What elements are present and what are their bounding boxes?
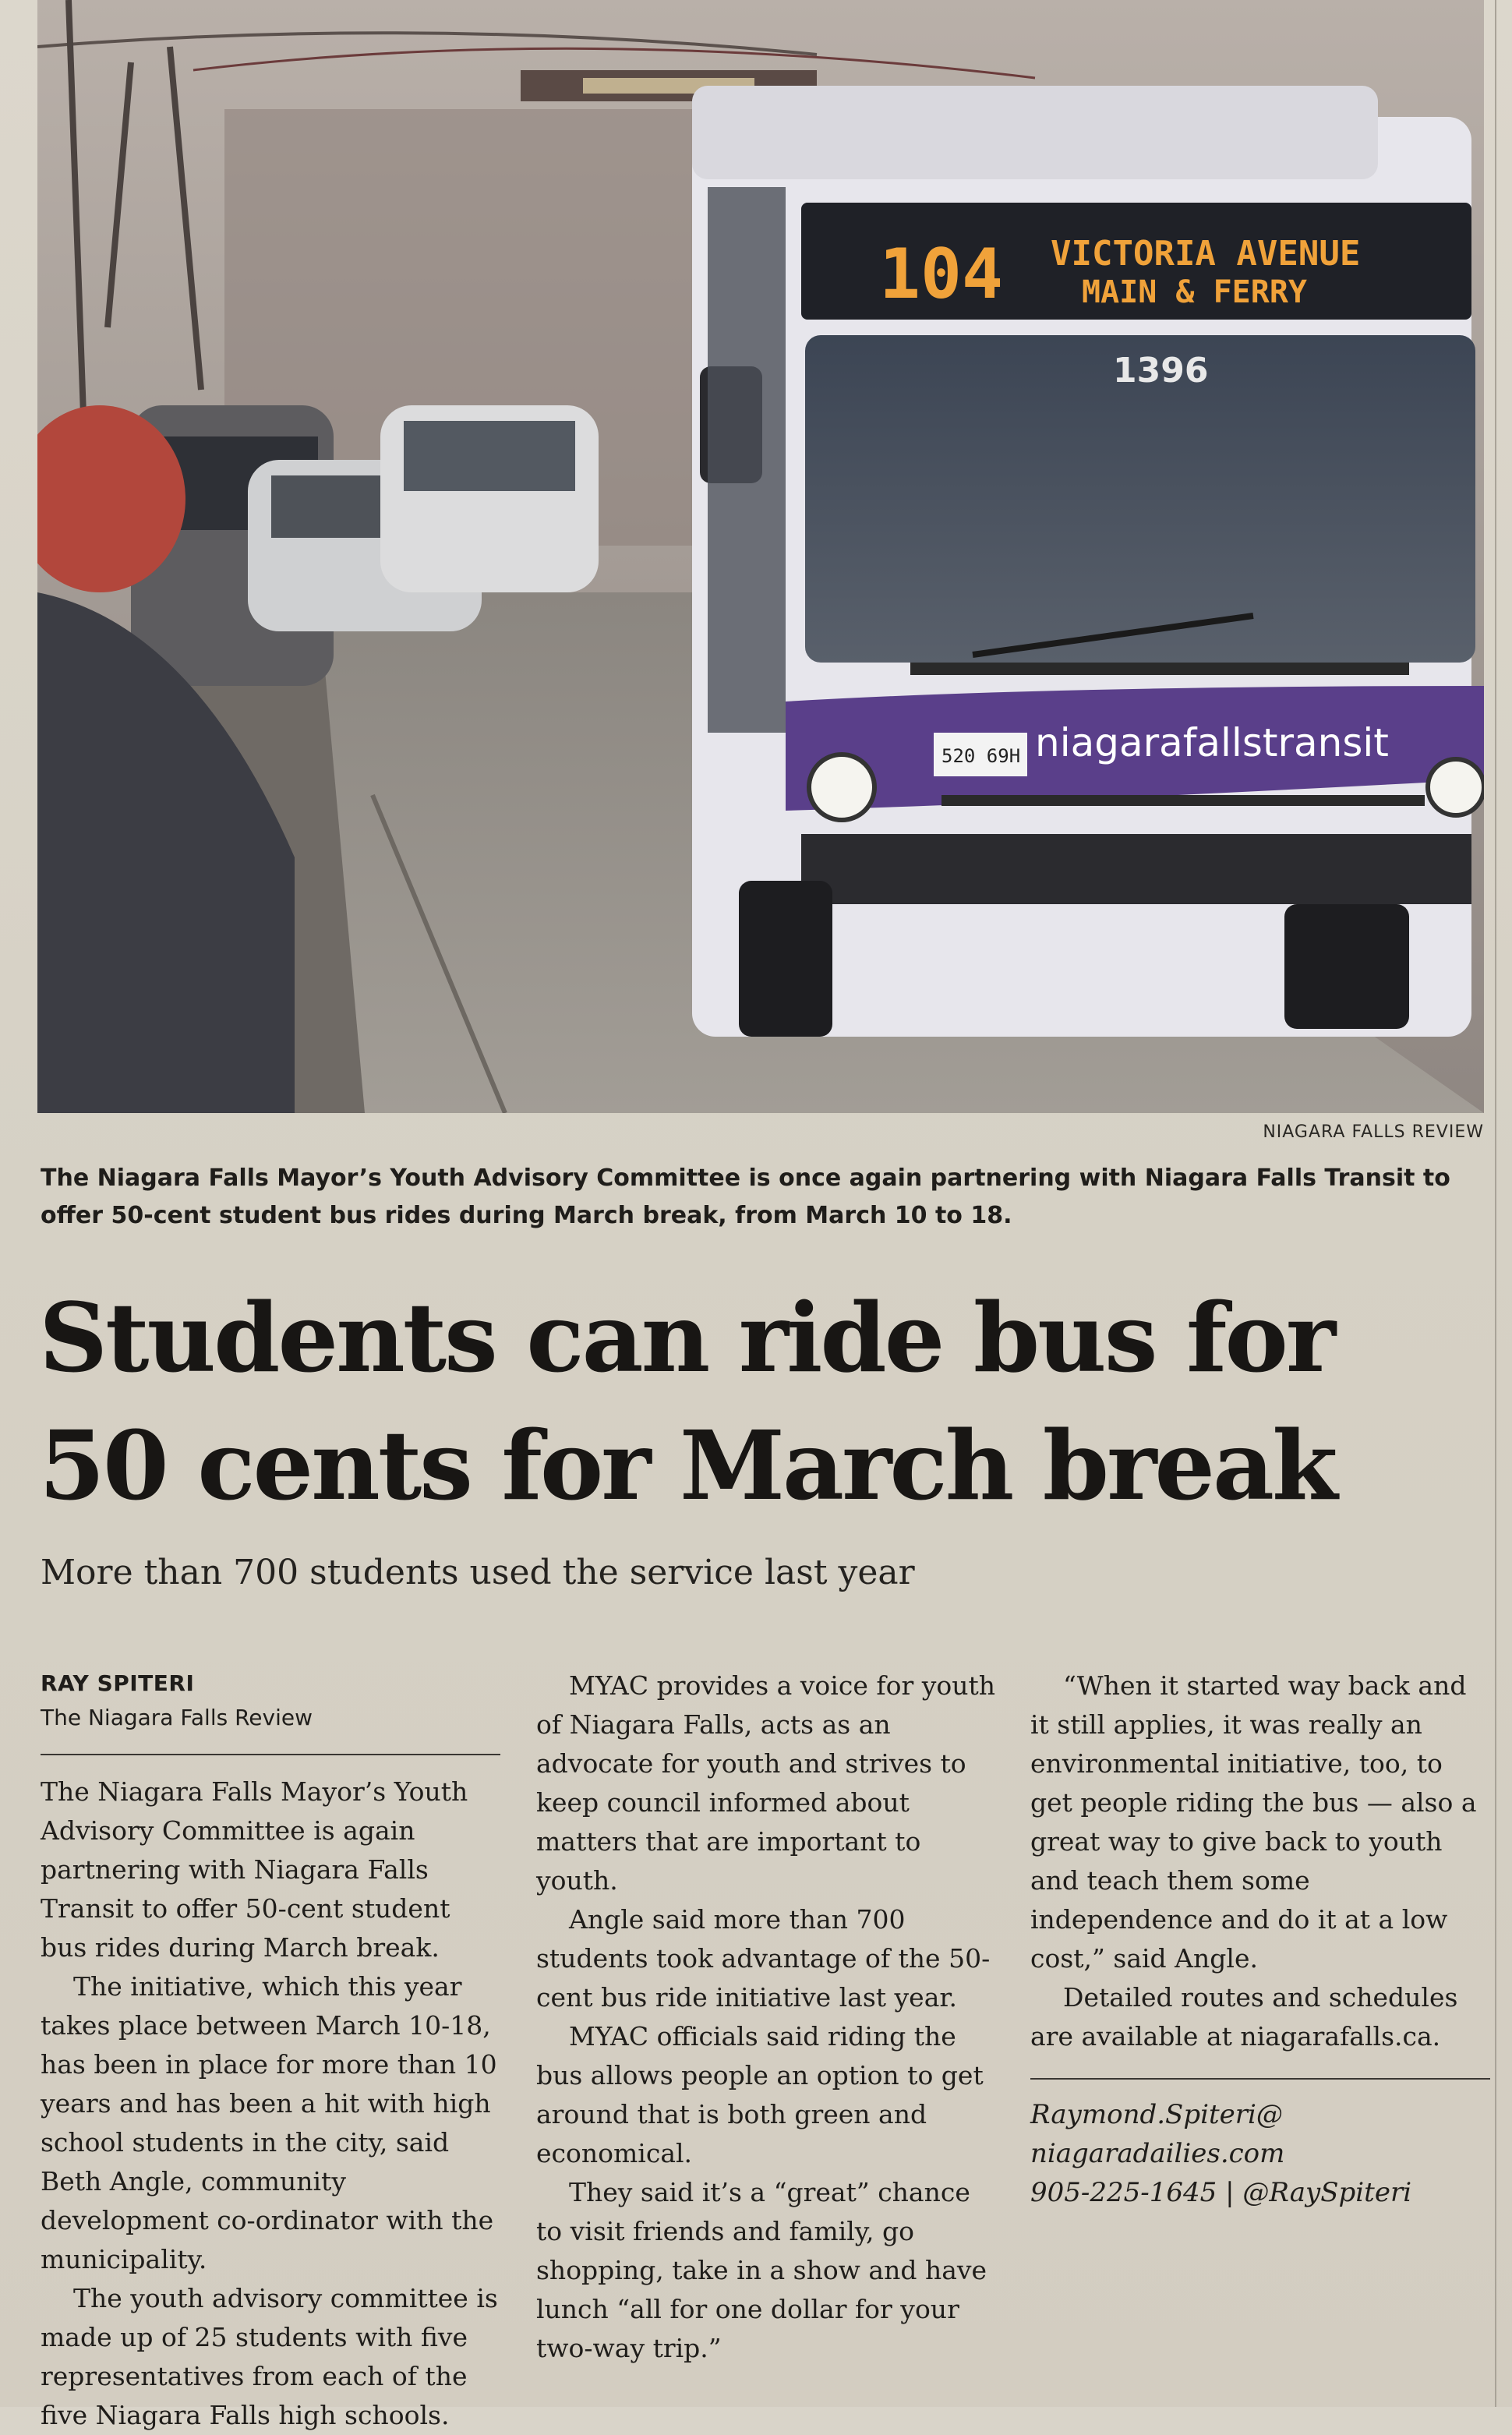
photo-caption: The Niagara Falls Mayor’s Youth Advisory Committee is once again partnering with Niagara Falls Transit to offer 50-cent student bus rides during March break, from March 10 to 18. <box>41 1164 1450 1229</box>
article-paragraph: The youth advisory committee is made up of 25 students with five representatives from each of the five Niagara Falls high schools. <box>41 2283 498 2430</box>
photo-credit: NIAGARA FALLS REVIEW <box>1263 1122 1484 1142</box>
article-paragraph: “When it started way back and it still applies, it was really an environmental initiative, too, to get people riding the bus — also a great way to give back to youth and teach them some independence and do it at a low cost,” said Angle. <box>1030 1670 1477 1974</box>
author-email-line1[interactable]: Raymond.Spiteri@ <box>1030 2099 1283 2130</box>
contact-rule <box>1030 2078 1490 2080</box>
article-paragraph: The initiative, which this year takes place between March 10-18, has been in place for more than 10 years and has been a hit with high school students in the city, said Beth Angle, community development co-ordinator with the municipality. <box>41 1971 497 2274</box>
article-paragraph: MYAC officials said riding the bus allows people an option to get around that is both green and economical. <box>536 2021 984 2168</box>
article-column-3 <box>1030 1666 1490 2212</box>
byline-rule <box>41 1754 500 1755</box>
article-paragraph: MYAC provides a voice for youth of Niagara Falls, acts as an advocate for youth and strives to keep council informed about matters that are important to youth. <box>536 1670 995 1896</box>
column-edge-line <box>1495 0 1496 2407</box>
bus-fleet-number: 1396 <box>1113 351 1209 391</box>
bus-destination-line1: VICTORIA AVENUE <box>1051 234 1361 274</box>
article-column-2 <box>536 1666 1004 2368</box>
bus-photo-illustration <box>37 0 1484 1113</box>
bus-destination-line2: MAIN & FERRY <box>1082 274 1307 310</box>
bus-plate: 520 69H <box>941 745 1021 767</box>
headline-line1: Students can ride bus for <box>39 1281 1334 1394</box>
article-column-1 <box>41 1666 500 2435</box>
author-email-line2[interactable]: niagaradailies.com <box>1030 2138 1285 2169</box>
author-phone-handle: 905-225-1645 | @RaySpiteri <box>1030 2177 1412 2208</box>
byline-org: The Niagara Falls Review <box>41 1705 313 1730</box>
article-paragraph: They said it’s a “great” chance to visit friends and family, go shopping, take in a show and have lunch “all for one dollar for your two-way trip.” <box>536 2177 987 2363</box>
article-paragraph: The Niagara Falls Mayor’s Youth Advisory Committee is again partnering with Niagara Falls Transit to offer 50-cent student bus rides during March break. <box>41 1776 468 1963</box>
headline <box>39 1274 1489 1529</box>
bus-brand: niagarafallstransit <box>1035 720 1389 765</box>
article-paragraph: Detailed routes and schedules are available at niagarafalls.ca. <box>1030 1982 1458 2052</box>
bus-photo <box>37 0 1484 1113</box>
article-body <box>41 1666 1490 2430</box>
subheadline: More than 700 students used the service last year <box>41 1553 915 1592</box>
bus-route-number: 104 <box>879 234 1003 314</box>
article-paragraph: Angle said more than 700 students took advantage of the 50-cent bus ride initiative last year. <box>536 1904 991 2013</box>
byline-name: RAY SPITERI <box>41 1670 195 1696</box>
headline-line2: 50 cents for March break <box>39 1409 1336 1521</box>
